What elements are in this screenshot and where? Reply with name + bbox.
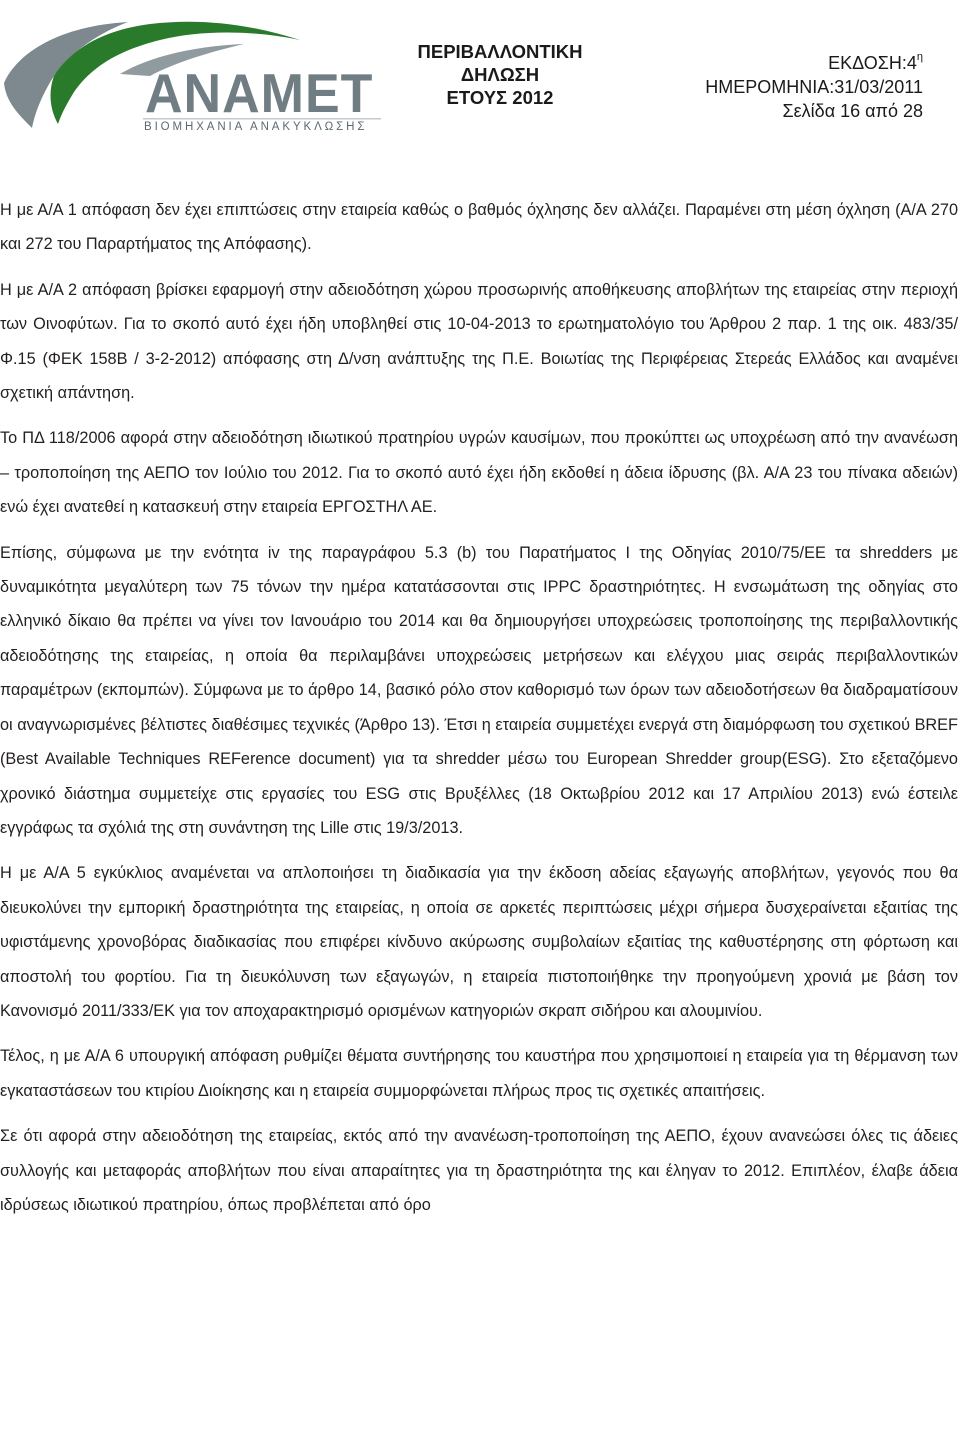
paragraph-4: Επίσης, σύμφωνα με την ενότητα iv της παραγράφου 5.3 (b) του Παρατήματος Ι της Οδηγίας 2010/75/ΕΕ τα shredders με δυναμικότητα μεγαλύτερη των 75 τόνων την ημέρα κατατάσσονται στις IPPC δραστηριότητες. Η ενσωμάτωση της οδηγίας στο ελληνικό δίκαιο θα πρέπει να γίνει τον Ιανουάριο του 2014 και θα δημιουργήσει υποχρεώσεις τροποποίησης της περιβαλλοντικής αδειοδότησης της εταιρείας, η οποία θα περιλαμβάνει υποχρεώσεις μετρήσεων και ελέγχου μιας σειράς περιβαλλοντικών παραμέτρων (εκπομπών). Σύμφωνα με το άρθρο 14, βασικό ρόλο στον καθορισμό των όρων των αδειοδοτήσεων θα διαδραματίσουν οι αναγνωρισμένες βέλτιστες διαθέσιμες τεχνικές (Άρθρο 13). Έτσι η εταιρεία συμμετέχει ενεργά στη διαμόρφωση του σχετικού BREF (Best Available Techniques REFerence document) για τα shredder μέσω του European Shredder group(ESG). Στο εξεταζόμενο χρονικό διάστημα συμμετείχε στις εργασίες του ESG στις Βρυξέλλες (18 Οκτωβρίου 2012 και 17 Απριλίου 2013) ενώ έστειλε εγγράφως τα σχόλιά της στη συνάντηση της Lille στις 19/3/2013. [0, 543, 958, 837]
document-meta [610, 0, 960, 135]
page-number: Σελίδα 16 από 28 [782, 101, 923, 121]
edition-superscript: η [916, 51, 923, 63]
paragraph-6: Τέλος, η με Α/Α 6 υπουργική απόφαση ρυθμίζει θέματα συντήρησης του καυστήρα που χρησιμοποιεί η εταιρεία για τη θέρμανση των εγκαταστάσεων του κτιρίου Διοίκησης και η εταιρεία συμμορφώνεται πλήρως προς τις σχετικές απαιτήσεις. [0, 1047, 958, 1100]
title-line-3: ΕΤΟΥΣ 2012 [446, 87, 554, 108]
paragraph-7: Σε ότι αφορά στην αδειοδότηση της εταιρείας, εκτός από την ανανέωση-τροποποίηση της ΑΕΠΟ, έχουν ανανεώσει όλες τις άδειες συλλογής και μεταφοράς αποβλήτων που είναι απαραίτητες για τη δραστηριότητα της και έληγαν το 2012. Επιπλέον, έλαβε άδεια ιδρύσεως ιδιωτικού πρατηρίου, όπως προβλέπεται από όρο [0, 1127, 958, 1214]
edition-label: ΕΚΔΟΣΗ:4 [828, 53, 917, 73]
logo-wordmark: ANAMET [145, 63, 374, 125]
company-logo [0, 0, 390, 135]
title-line-2: ΔΗΛΩΣΗ [460, 64, 540, 85]
paragraph-1: Η με Α/Α 1 απόφαση δεν έχει επιπτώσεις στην εταιρεία καθώς ο βαθμός όχλησης δεν αλλάζει. Παραμένει στη μέση όχληση (Α/Α 270 και 272 του Παραρτήματος της Απόφασης). [0, 201, 958, 254]
document-title [390, 0, 610, 135]
edition-line [705, 47, 923, 75]
paragraph-5: Η με Α/Α 5 εγκύκλιος αναμένεται να απλοποιήσει τη διαδικασία για την έκδοση αδείας εξαγωγής αποβλήτων, γεγονός που θα διευκολύνει την εμπορική δραστηριότητα της εταιρείας, η οποία σε αρκετές περιπτώσεις μέχρι σήμερα δυσχεραίνεται εξαιτίας της υφιστάμενης χρονοβόρας διαδικασίας που επιφέρει κίνδυνο ακύρωσης συμβολαίων εξαιτίας της καθυστέρησης στη φόρτωση και αποστολή του φορτίου. Για τη διευκόλυνση των εξαγωγών, η εταιρεία πιστοποιήθηκε την προηγούμενη χρονιά με βάση τον Κανονισμό 2011/333/ΕΚ για τον αποχαρακτηρισμό ορισμένων κατηγοριών σκραπ σιδήρου και αλουμινίου. [0, 864, 958, 1020]
document-body [0, 193, 958, 1222]
paragraph-3: Το ΠΔ 118/2006 αφορά στην αδειοδότηση ιδιωτικού πρατηρίου υγρών καυσίμων, που προκύπτει ως υποχρέωση από την ανανέωση – τροποποίηση της ΑΕΠΟ τον Ιούλιο του 2012. Για το σκοπό αυτό έχει ήδη εκδοθεί η άδεια ίδρυσης (βλ. Α/Α 23 του πίνακα αδειών) ενώ έχει ανατεθεί η κατασκευή στην εταιρεία ΕΡΓΟΣΤΗΛ ΑΕ. [0, 429, 958, 517]
page-header [0, 0, 960, 135]
logo-tagline: ΒΙΟΜΗΧΑΝΙΑ ΑΝΑΚΥΚΛΩΣΗΣ [144, 121, 368, 133]
date-line: ΗΜΕΡΟΜΗΝΙΑ:31/03/2011 [705, 77, 923, 97]
paragraph-2: Η με Α/Α 2 απόφαση βρίσκει εφαρμογή στην αδειοδότηση χώρου προσωρινής αποθήκευσης αποβλήτων της εταιρείας στην περιοχή των Οινοφύτων. Για το σκοπό αυτό έχει ήδη υποβληθεί στις 10-04-2013 το ερωτηματολόγιο του Άρθρου 2 παρ. 1 της οικ. 483/35/Φ.15 (ΦΕΚ 158Β / 3-2-2012) απόφασης στη Δ/νση ανάπτυξης της Π.Ε. Βοιωτίας της Περιφέρειας Στερεάς Ελλάδος και αναμένει σχετική απάντηση. [0, 280, 958, 403]
title-line-1: ΠΕΡΙΒΑΛΛΟΝΤΙΚΗ [417, 41, 583, 62]
